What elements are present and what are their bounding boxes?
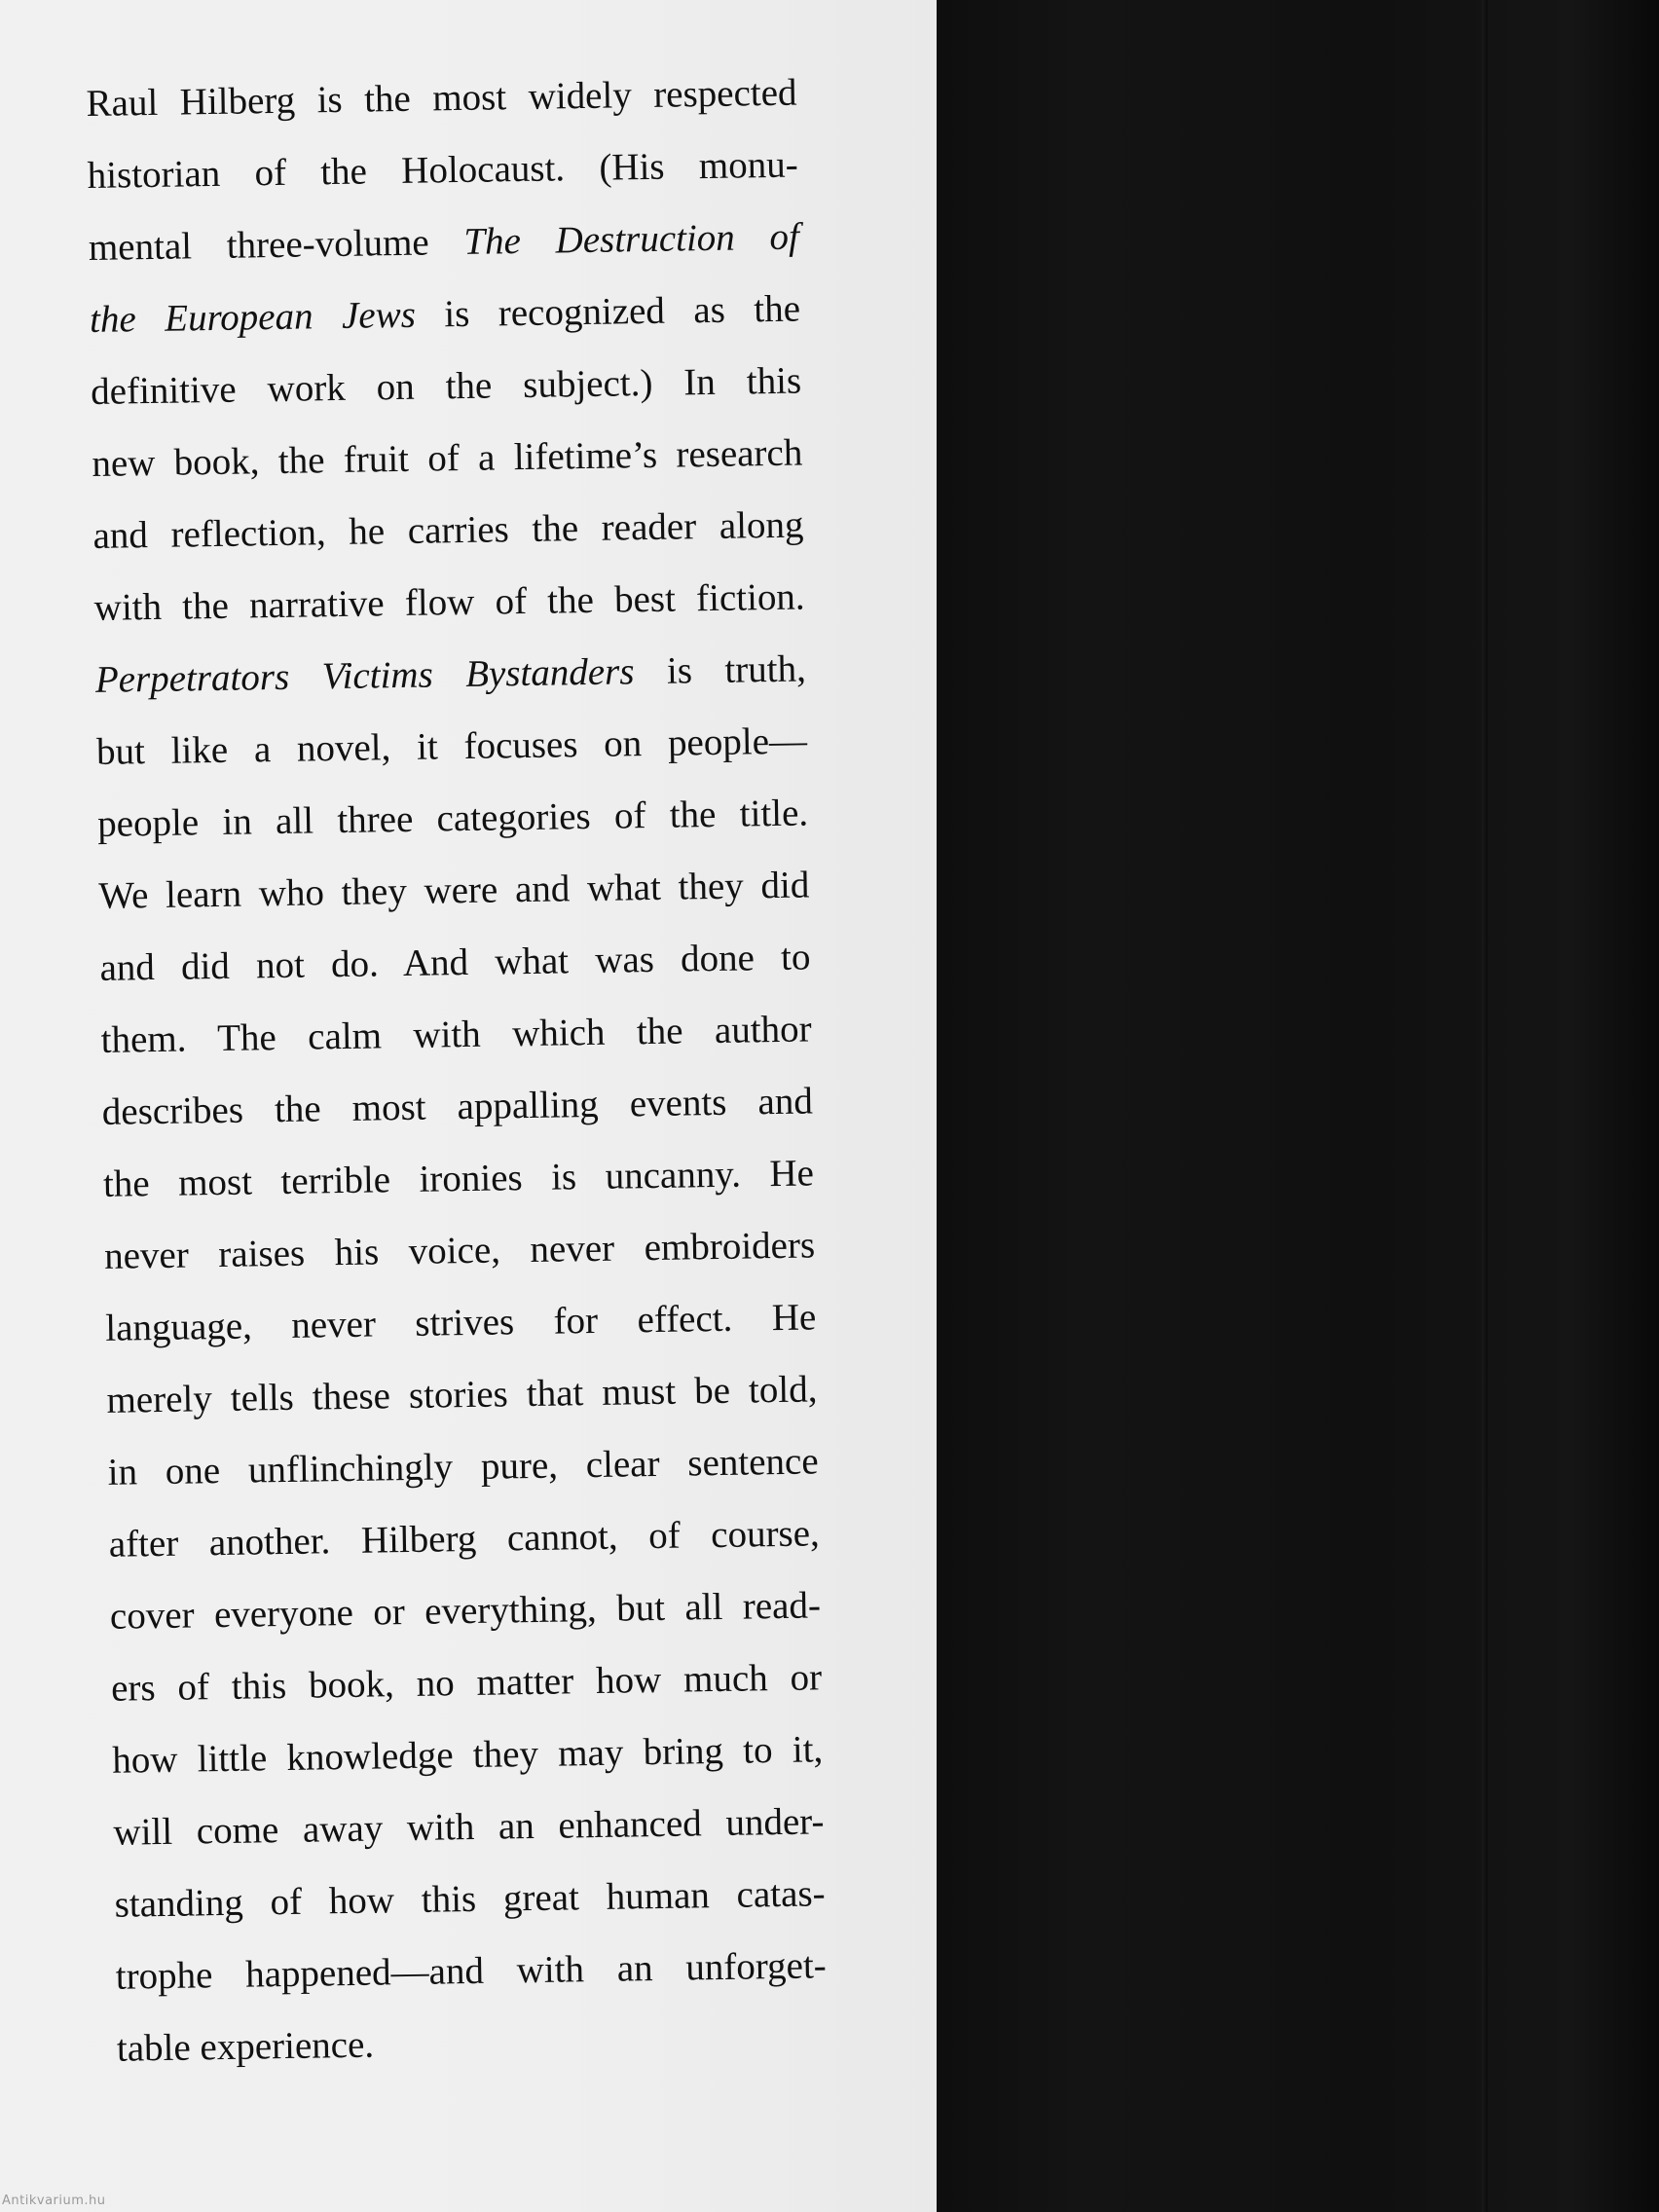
blurb-line [89,274,800,356]
spine-edge [1482,0,1488,2212]
book-title-italic: The Destruction of [463,215,800,263]
blurb-line-last: table experience. [116,2023,375,2070]
blurb-line: cover everyone or everything, but all read- [109,1584,822,1638]
blurb-line: new book, the fruit of a lifetime’s research [92,431,803,485]
book-title-italic: Perpetrators Victims Bystanders [94,650,635,701]
dark-endpaper [937,0,1659,2212]
blurb-line-segment: is recognized as the [415,287,801,336]
blurb-text [86,57,828,2085]
blurb-line: never raises his voice, never embroiders [103,1224,816,1277]
blurb-line-segment: mental three-volume [88,220,464,269]
blurb-line: language, never strives for effect. He [104,1296,817,1349]
blurb-line: merely tells these stories that must be told, [106,1368,818,1421]
blurb-line: but like a novel, it focuses on people— [95,719,808,773]
blurb-line: them. The calm with which the author [100,1008,812,1061]
blurb-line: people in all three categories of the title. [96,792,809,845]
book-title-italic: the European Jews [89,293,417,341]
blurb-line: the most terrible ironies is uncanny. He [102,1152,815,1205]
blurb-line: trophe happened—and with an unforget- [115,1944,828,1998]
blurb-line: definitive work on the subject.) In this [90,359,802,413]
blurb-line-segment: is truth, [634,647,807,693]
blurb-line: and reflection, he carries the reader along [92,503,804,557]
blurb-line: ers of this book, no matter how much or [110,1656,823,1710]
blurb-line: with the narrative flow of the best fiction. [93,575,805,629]
blurb-line: We learn who they were and what they did [98,864,810,917]
blurb-line: how little knowledge they may bring to it, [111,1728,824,1782]
blurb-line: historian of the Holocaust. (His monu- [87,143,798,197]
blurb-line [94,633,806,716]
blurb-line: describes the most appalling events and [101,1080,814,1133]
blurb-line: Raul Hilberg is the most widely respected [86,71,797,125]
blurb-line: will come away with an enhanced under- [113,1800,825,1854]
blurb-line: standing of how this great human catas- [114,1872,826,1926]
blurb-line [88,202,799,284]
blurb-line: and did not do. And what was done to [99,936,811,989]
blurb-line: after another. Hilberg cannot, of course, [108,1512,821,1566]
watermark-text: Antikvarium.hu [2,2194,106,2208]
blurb-line: in one unflinchingly pure, clear sentence [107,1440,819,1493]
